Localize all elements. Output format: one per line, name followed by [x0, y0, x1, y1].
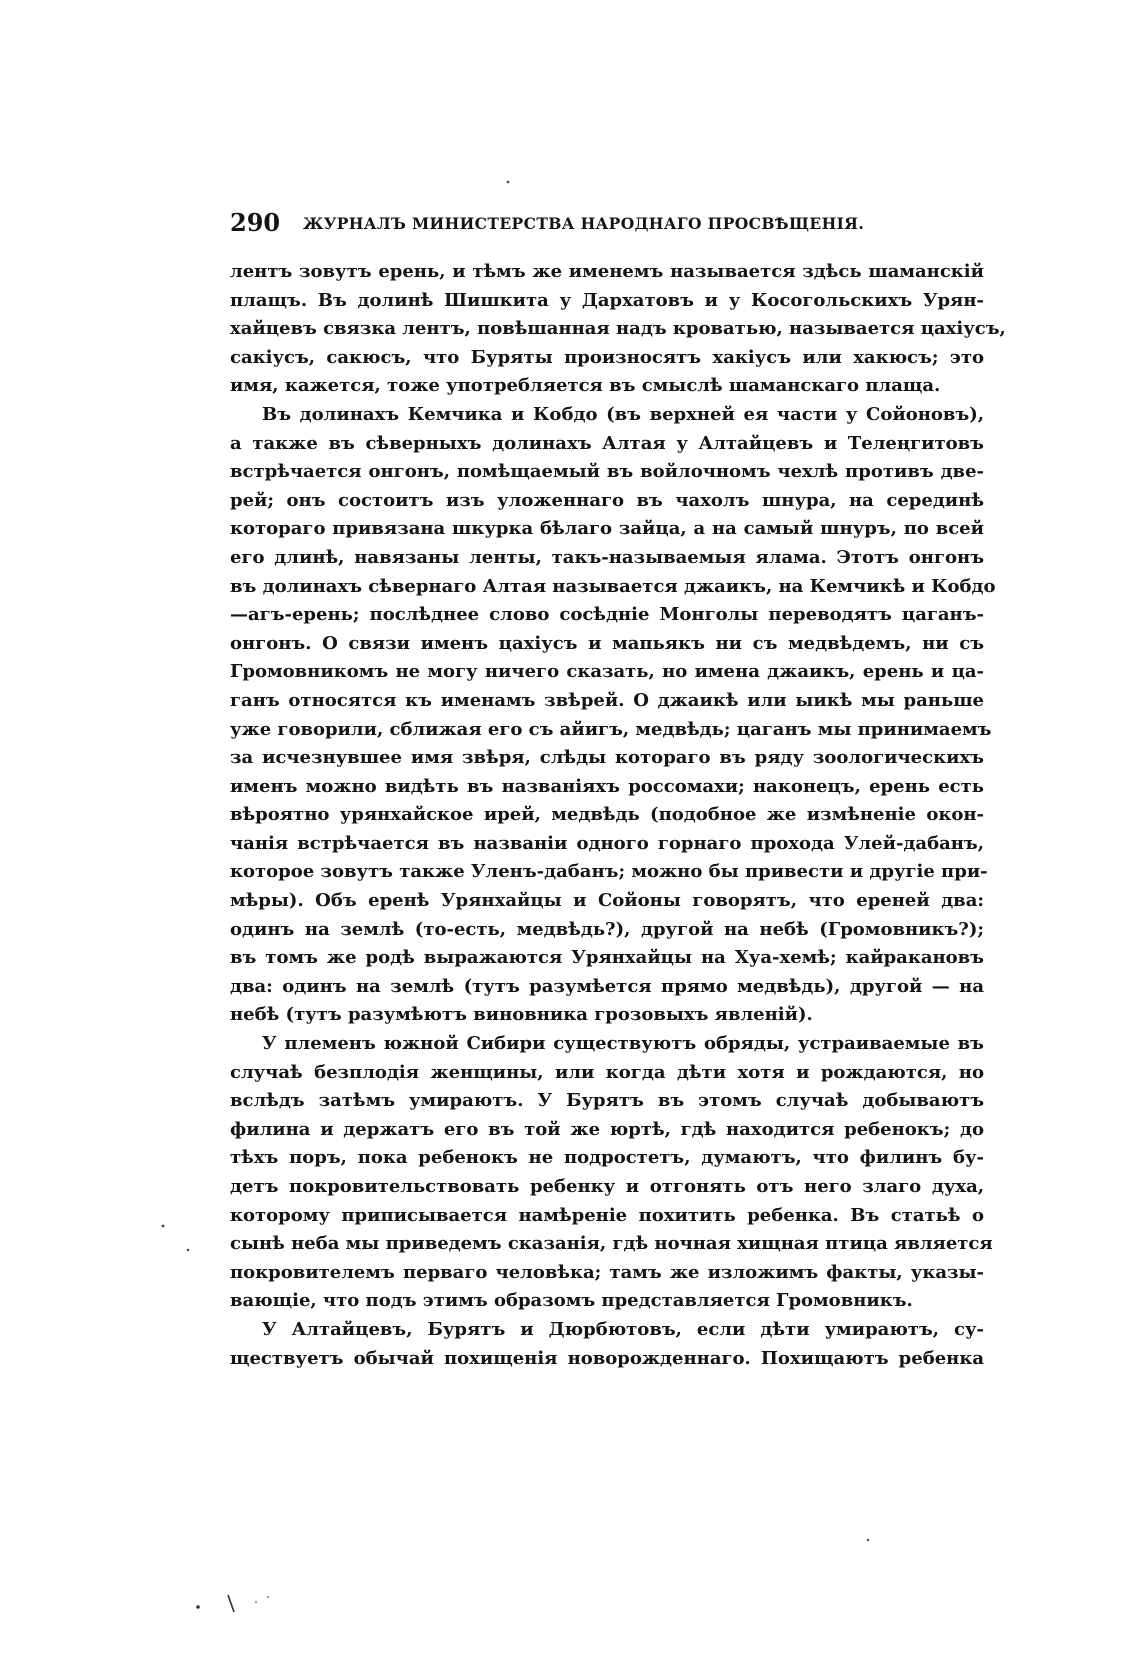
running-title: ЖУРНАЛЪ МИНИСТЕРСТВА НАРОДНАГО ПРОСВѢЩЕНІЯ.: [303, 214, 865, 233]
paragraph: [230, 1030, 993, 1316]
text-line: за исчезнувшее имя звѣря, слѣды котораго въ ряду зоологическихъ: [230, 747, 984, 769]
text-line: вающіе, что подъ этимъ образомъ представляется Громовникъ.: [230, 1290, 913, 1312]
text-line: тѣхъ поръ, пока ребенокъ не подростетъ, думаютъ, что филинъ бу-: [230, 1147, 984, 1169]
text-line: которому приписывается намѣреніе похитить ребенка. Въ статьѣ о: [230, 1204, 984, 1226]
text-line: которое зовутъ также Уленъ-дабанъ; можно бы привести и другіе при-: [230, 861, 988, 883]
text-line: вѣроятно урянхайское ирей, медвѣдь (подобное же измѣненіе окон-: [230, 804, 984, 826]
paragraph: [230, 258, 1006, 401]
text-line: —агъ-ерень; послѣднее слово сосѣдніе Монголы переводятъ цаганъ-: [230, 604, 984, 626]
text-line: встрѣчается онгонъ, помѣщаемый въ войлочномъ чехлѣ противъ две-: [230, 461, 984, 483]
text-line: сакіусъ, сакюсъ, что Буряты произносятъ хакіусъ или хакюсъ; это: [230, 346, 984, 368]
text-line: покровителемъ перваго человѣка; тамъ же изложимъ факты, указы-: [230, 1261, 984, 1283]
page-header: [230, 206, 990, 240]
paragraph: [230, 401, 996, 1030]
text-line: чанія встрѣчается въ названіи одного горнаго прохода Улей-дабанъ,: [230, 832, 984, 854]
text-line: котораго привязана шкурка бѣлаго зайца, а на самый шнуръ, по всей: [230, 518, 984, 540]
text-line: одинъ на землѣ (то-есть, медвѣдь?), другой на небѣ (Громовникъ?);: [230, 918, 984, 940]
text-line: детъ покровительствовать ребенку и отгонять отъ него злаго духа,: [230, 1176, 984, 1197]
text-line: ганъ относятся къ именамъ звѣрей. О джаикѣ или ыикѣ мы раньше: [230, 689, 984, 711]
text-line: Громовникомъ не могу ничего сказать, но имена джаикъ, ерень и ца-: [230, 661, 984, 683]
text-line: хайцевъ связка лентъ, повѣшанная надъ кроватью, называется цахіусъ,: [230, 318, 1006, 340]
text-line: два: одинъ на землѣ (тутъ разумѣется прямо медвѣдь), другой — на: [230, 975, 984, 997]
text-line: сынѣ неба мы приведемъ сказанія, гдѣ ночная хищная птица является: [230, 1233, 993, 1255]
text-line: У Алтайцевъ, Бурятъ и Дюрбютовъ, если дѣти умираютъ, су-: [262, 1318, 984, 1340]
text-line: въ долинахъ сѣвернаго Алтая называется джаикъ, на Кемчикѣ и Кобдо: [230, 575, 996, 597]
text-line: Въ долинахъ Кемчика и Кобдо (въ верхней ея части у Сойоновъ),: [262, 403, 984, 425]
text-line: именъ можно видѣть въ названіяхъ россомахи; наконецъ, ерень есть: [230, 775, 984, 797]
text-line: У племенъ южной Сибири существуютъ обряды, устраиваемые въ: [262, 1033, 984, 1055]
text-line: уже говорили, сближая его съ айигъ, медвѣдь; цаганъ мы принимаемъ: [230, 718, 992, 740]
text-line: въ томъ же родѣ выражаются Урянхайцы на Хуа-хемѣ; кайракановъ: [230, 947, 984, 969]
text-line: онгонъ. О связи именъ цахіусъ и мапьякъ ни съ медвѣдемъ, ни съ: [230, 632, 984, 654]
text-line: небѣ (тутъ разумѣютъ виновника грозовыхъ явленій).: [230, 1004, 813, 1026]
text-line: вслѣдъ затѣмъ умираютъ. У Бурятъ въ этомъ случаѣ добываютъ: [230, 1090, 984, 1112]
text-line: ществуетъ обычай похищенія новорожденнаго. Похищаютъ ребенка: [230, 1347, 984, 1369]
text-line: рей; онъ состоитъ изъ уложеннаго въ чахолъ шнура, на серединѣ: [230, 489, 984, 511]
page-number: 290: [230, 208, 281, 237]
text-line: имя, кажется, тоже употребляется въ смыслѣ шаманскаго плаща.: [230, 375, 941, 397]
text-line: его длинѣ, навязаны ленты, такъ-называемыя ялама. Этотъ онгонъ: [230, 546, 984, 568]
paragraph: [230, 1316, 984, 1373]
text-line: филина и держатъ его въ той же юртѣ, гдѣ находится ребенокъ; до: [230, 1118, 984, 1140]
text-line: мѣры). Объ еренѣ Урянхайцы и Сойоны говорятъ, что ереней два:: [230, 890, 984, 912]
text-line: лентъ зовутъ ерень, и тѣмъ же именемъ называется здѣсь шаманскій: [230, 261, 984, 282]
body-text: [230, 258, 1006, 1373]
text-line: а также въ сѣверныхъ долинахъ Алтая у Алтайцевъ и Телеңгитовъ: [230, 432, 984, 454]
text-line: случаѣ безплодія женщины, или когда дѣти хотя и рождаются, но: [230, 1061, 984, 1083]
text-line: плащъ. Въ долинѣ Шишкита у Дархатовъ и у Косогольскихъ Урян-: [230, 289, 984, 311]
